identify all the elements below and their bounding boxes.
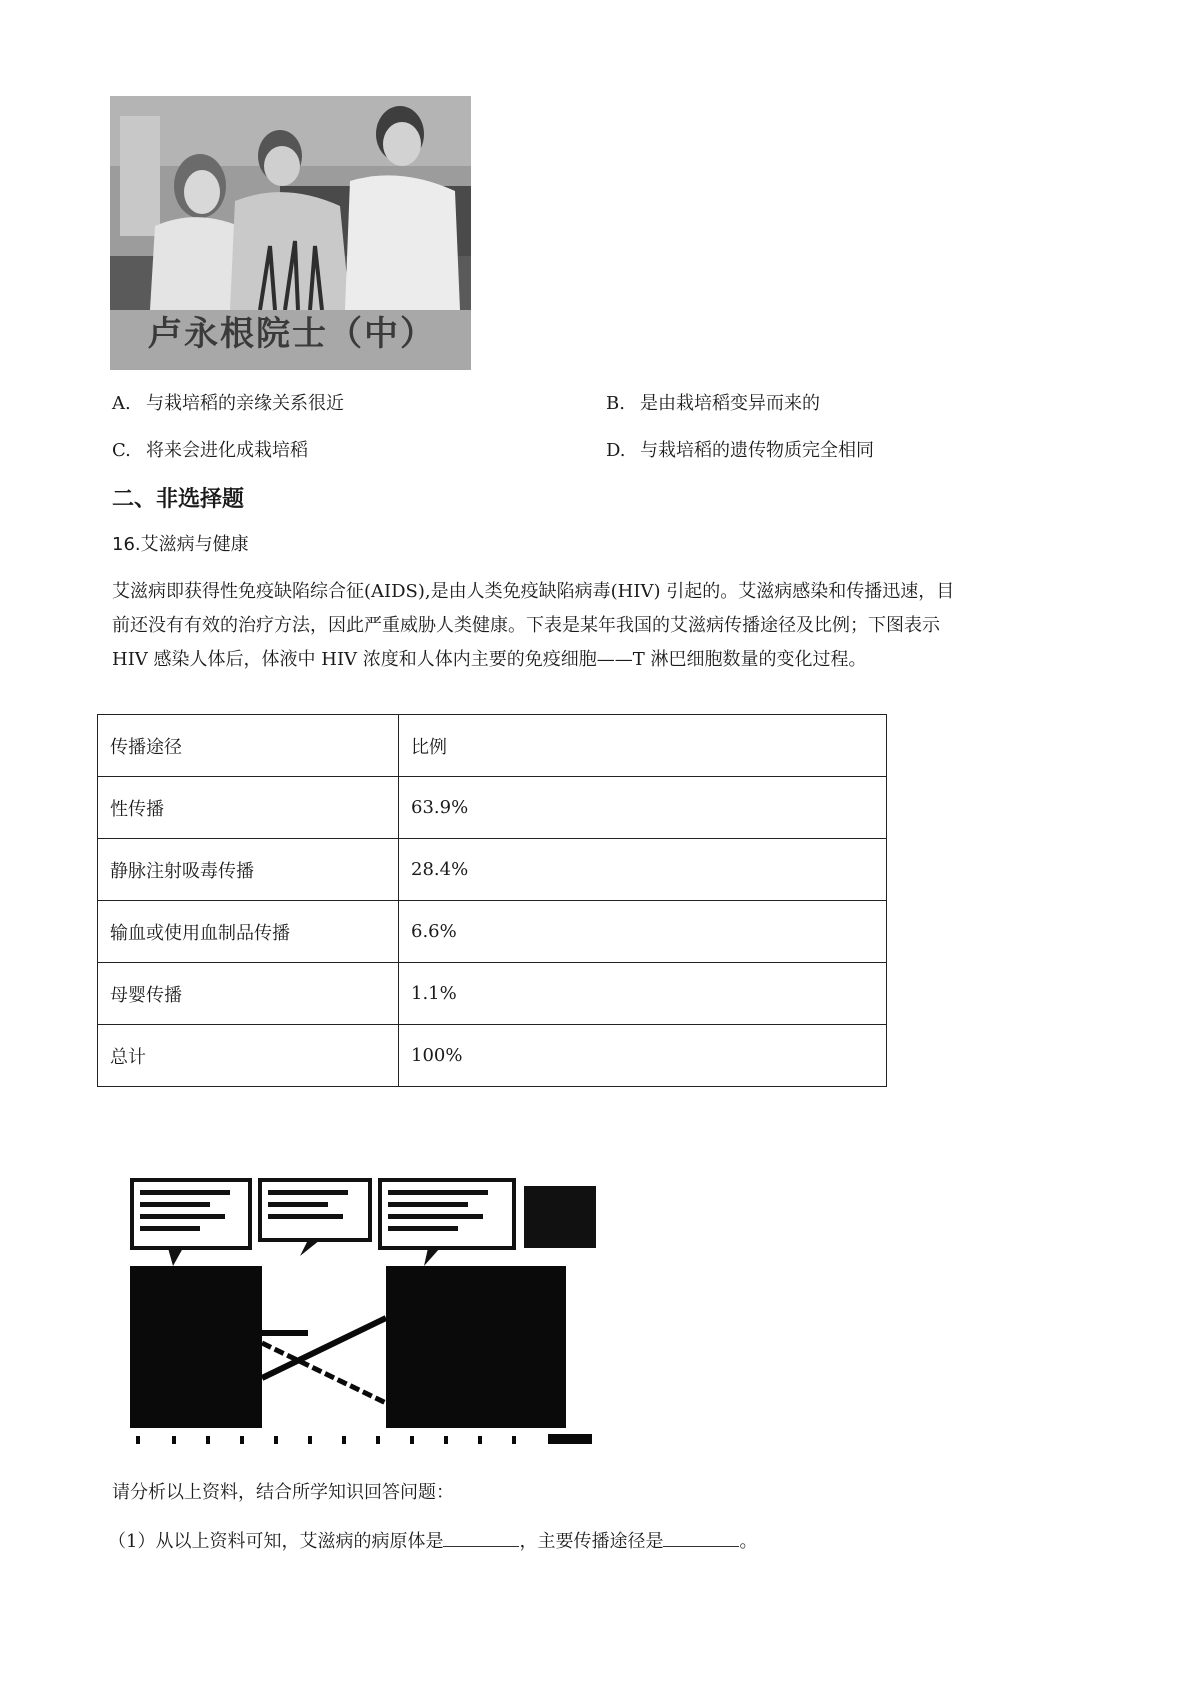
table-row	[98, 839, 887, 901]
sub-question-number: （1）	[108, 1531, 156, 1552]
option-text: 将来会进化成栽培稻	[146, 440, 308, 461]
table-row	[98, 963, 887, 1025]
option-text: 与栽培稻的遗传物质完全相同	[640, 440, 874, 461]
table-header-cell: 比例	[399, 715, 887, 777]
option-d	[606, 439, 874, 463]
section-title: 二、非选择题	[112, 487, 245, 512]
table-row	[98, 1025, 887, 1087]
paragraph-line: 艾滋病即获得性免疫缺陷综合征(AIDS),是由人类免疫缺陷病毒(HIV) 引起的。艾滋病感染和传播迅速，目	[112, 581, 955, 602]
photo-caption: 卢永根院士（中）	[148, 314, 436, 354]
option-letter: A.	[112, 393, 131, 414]
option-text: 与栽培稻的亲缘关系很近	[146, 393, 344, 414]
option-letter: B.	[606, 393, 625, 414]
table-row	[98, 901, 887, 963]
table-cell: 6.6%	[399, 901, 887, 963]
analysis-prompt: 请分析以上资料，结合所学知识回答问题：	[112, 1482, 454, 1503]
table-cell: 总计	[98, 1025, 399, 1087]
table-header-cell: 传播途径	[98, 715, 399, 777]
table-cell: 63.9%	[399, 777, 887, 839]
table-header-row	[98, 715, 887, 777]
sub-question-text: 。	[739, 1531, 758, 1552]
option-letter: C.	[112, 440, 131, 461]
table-cell: 输血或使用血制品传播	[98, 901, 399, 963]
sub-question-1	[108, 1526, 757, 1553]
option-b	[606, 392, 820, 416]
sub-question-text: ，主要传播途径是	[519, 1531, 664, 1552]
paragraph-line: 前还没有有效的治疗方法，因此严重威胁人类健康。下表是某年我国的艾滋病传播途径及比例；下图表示	[112, 615, 940, 636]
option-a	[112, 392, 344, 416]
option-letter: D.	[606, 440, 626, 461]
photo-academician	[110, 96, 471, 370]
transmission-table	[97, 714, 887, 1087]
table-cell: 性传播	[98, 777, 399, 839]
question-heading: 16.艾滋病与健康	[112, 534, 249, 555]
hiv-chart-graphic	[128, 1178, 628, 1458]
table-cell: 1.1%	[399, 963, 887, 1025]
table-cell: 100%	[399, 1025, 887, 1087]
paragraph-line: HIV 感染人体后，体液中 HIV 浓度和人体内主要的免疫细胞——T 淋巴细胞数量的变化过程。	[112, 649, 867, 670]
option-c	[112, 439, 308, 463]
option-text: 是由栽培稻变异而来的	[640, 393, 820, 414]
answer-blank-pathogen[interactable]	[443, 1526, 519, 1547]
sub-question-text: 从以上资料可知，艾滋病的病原体是	[155, 1531, 444, 1552]
question-paragraph	[112, 575, 1112, 677]
table-cell: 母婴传播	[98, 963, 399, 1025]
table-cell: 静脉注射吸毒传播	[98, 839, 399, 901]
hiv-chart-image	[128, 1178, 628, 1458]
table-cell: 28.4%	[399, 839, 887, 901]
table-row	[98, 777, 887, 839]
answer-blank-route[interactable]	[663, 1526, 739, 1547]
